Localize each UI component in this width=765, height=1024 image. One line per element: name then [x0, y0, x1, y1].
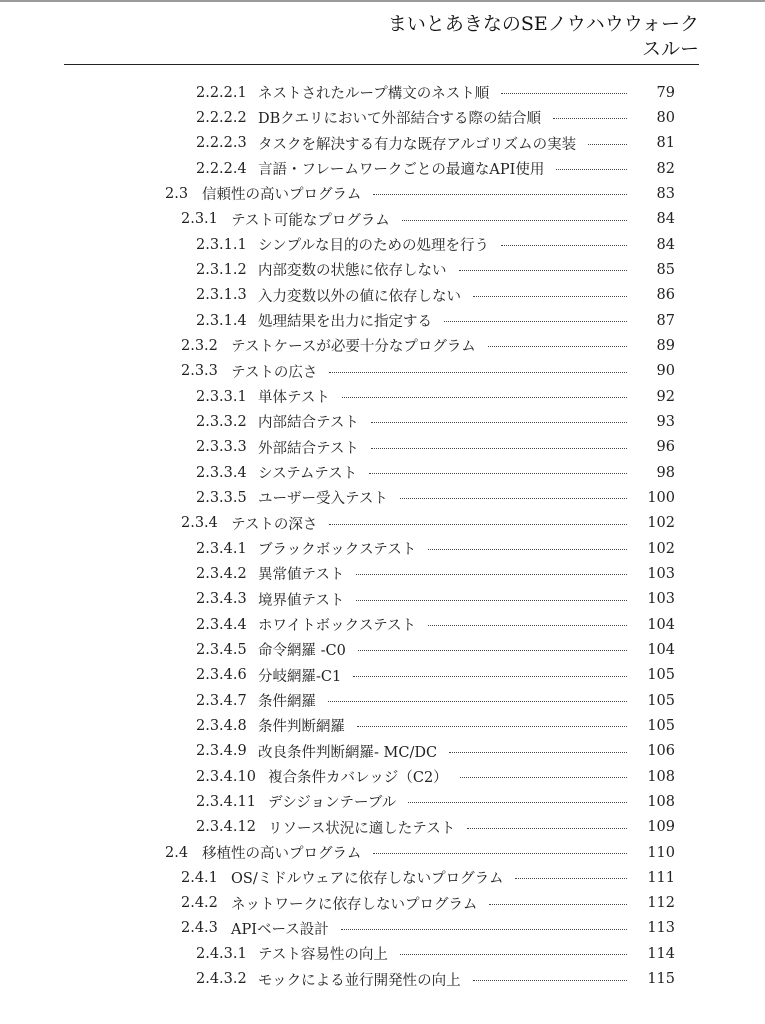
toc-dot-leader [373, 194, 627, 195]
toc-entry-number: 2.3.3.3 [196, 439, 247, 456]
toc-entry-number: 2.3.4.10 [196, 768, 256, 785]
toc-dot-leader [357, 726, 627, 727]
running-header [64, 12, 699, 62]
toc-entry-number: 2.3.4.7 [196, 692, 247, 709]
toc-dot-leader [588, 144, 627, 145]
toc-entry-number: 2.4.1 [181, 869, 218, 886]
toc-entry-number: 2.3.1.2 [196, 261, 247, 278]
toc-entry[interactable] [0, 232, 765, 257]
toc-entry-page-number: 84 [656, 236, 675, 253]
toc-entry-number: 2.3.4.5 [196, 641, 247, 658]
toc-entry-number: 2.3.4.8 [196, 717, 247, 734]
toc-entry[interactable] [0, 840, 765, 865]
toc-dot-leader [556, 169, 627, 170]
toc-dot-leader [467, 828, 627, 829]
toc-entry-number: 2.4.2 [181, 895, 218, 912]
toc-entry-title: デシジョンテーブル [268, 795, 397, 812]
toc-entry-title: ブラックボックステスト [258, 542, 417, 559]
toc-entry[interactable] [0, 713, 765, 738]
toc-entry[interactable] [0, 207, 765, 232]
toc-dot-leader [459, 270, 628, 271]
header-divider [64, 64, 699, 65]
toc-entry[interactable] [0, 80, 765, 105]
toc-entry[interactable] [0, 637, 765, 662]
toc-dot-leader [449, 752, 627, 753]
toc-entry-page-number: 90 [656, 363, 675, 380]
toc-entry-title: 入力変数以外の値に依存しない [258, 288, 461, 305]
toc-entry-number: 2.2.2.4 [196, 160, 247, 177]
toc-entry-title: 境界値テスト [258, 592, 345, 609]
toc-entry-title: テスト容易性の向上 [258, 947, 388, 964]
toc-entry-page-number: 105 [647, 717, 675, 734]
toc-entry-page-number: 105 [647, 667, 675, 684]
toc-entry-page-number: 103 [647, 591, 675, 608]
toc-entry-number: 2.3.4.3 [196, 591, 247, 608]
toc-entry-title: 外部結合テスト [258, 440, 359, 457]
toc-entry-title: テストケースが必要十分なプログラム [231, 339, 476, 356]
toc-entry[interactable] [0, 308, 765, 333]
toc-entry[interactable] [0, 460, 765, 485]
toc-dot-leader [501, 245, 627, 246]
toc-entry-title: ネットワークに依存しないプログラム [231, 896, 478, 913]
toc-dot-leader [329, 372, 627, 373]
toc-entry[interactable] [0, 966, 765, 991]
toc-entry-title: 単体テスト [258, 390, 330, 407]
toc-entry-title: 異常値テスト [258, 567, 345, 584]
toc-entry-page-number: 108 [647, 793, 675, 810]
toc-entry-number: 2.2.2.2 [196, 109, 247, 126]
toc-entry-page-number: 108 [647, 768, 675, 785]
toc-entry[interactable] [0, 181, 765, 206]
toc-entry-page-number: 105 [647, 692, 675, 709]
toc-entry-page-number: 112 [647, 895, 675, 912]
toc-entry[interactable] [0, 105, 765, 130]
toc-entry-number: 2.2.2.3 [196, 135, 247, 152]
toc-entry-page-number: 87 [656, 312, 675, 329]
toc-dot-leader [341, 929, 627, 930]
toc-entry[interactable] [0, 764, 765, 789]
toc-entry-page-number: 103 [647, 565, 675, 582]
page-top-border [0, 0, 765, 2]
toc-dot-leader [358, 650, 627, 651]
toc-entry-page-number: 114 [647, 945, 675, 962]
toc-entry-title: DBクエリにおいて外部結合する際の結合順 [258, 111, 541, 128]
toc-entry-page-number: 100 [647, 489, 675, 506]
toc-entry[interactable] [0, 536, 765, 561]
toc-entry[interactable] [0, 663, 765, 688]
toc-dot-leader [356, 574, 627, 575]
running-header-title-line1: まいとあきなのSEノウハウウォーク [387, 13, 699, 35]
toc-entry-title: 改良条件判断網羅- MC/DC [258, 744, 438, 761]
toc-dot-leader [353, 676, 627, 677]
toc-entry-page-number: 82 [656, 160, 675, 177]
toc-entry-page-number: 86 [656, 287, 675, 304]
toc-dot-leader [460, 777, 627, 778]
toc-dot-leader [473, 980, 627, 981]
toc-entry-number: 2.3.1.1 [196, 236, 247, 253]
toc-entry-title: 命令網羅 -C0 [258, 643, 346, 660]
toc-entry-title: 処理結果を出力に指定する [258, 314, 432, 331]
toc-entry[interactable] [0, 131, 765, 156]
toc-entry[interactable] [0, 359, 765, 384]
toc-entry-number: 2.3.4.1 [196, 540, 247, 557]
toc-entry-number: 2.3 [165, 185, 189, 202]
toc-entry-number: 2.3.4.4 [196, 616, 247, 633]
toc-entry-page-number: 79 [656, 84, 675, 101]
toc-entry[interactable] [0, 587, 765, 612]
toc-entry[interactable] [0, 612, 765, 637]
toc-entry[interactable] [0, 435, 765, 460]
toc-entry-title: 複合条件カバレッジ（C2） [268, 770, 448, 787]
toc-entry[interactable] [0, 333, 765, 358]
toc-dot-leader [408, 802, 627, 803]
toc-entry-number: 2.3.4.2 [196, 565, 247, 582]
toc-entry-page-number: 111 [647, 869, 675, 886]
toc-entry-number: 2.3.4 [181, 515, 218, 532]
toc-entry-number: 2.3.1.4 [196, 312, 247, 329]
toc-entry-number: 2.3.2 [181, 337, 218, 354]
toc-entry-title: 分岐網羅-C1 [258, 668, 342, 685]
toc-dot-leader [400, 954, 627, 955]
toc-entry-title: 条件判断網羅 [258, 719, 345, 736]
toc-dot-leader [501, 93, 627, 94]
toc-entry-number: 2.3.3 [181, 363, 218, 380]
toc-entry-number: 2.4 [165, 844, 189, 861]
toc-entry[interactable] [0, 561, 765, 586]
toc-entry[interactable] [0, 688, 765, 713]
toc-entry-page-number: 110 [647, 844, 675, 861]
toc-dot-leader [402, 220, 627, 221]
toc-entry-page-number: 80 [656, 109, 675, 126]
toc-dot-leader [328, 701, 627, 702]
toc-entry-page-number: 102 [647, 515, 675, 532]
toc-entry[interactable] [0, 257, 765, 282]
toc-dot-leader [488, 346, 627, 347]
toc-entry-page-number: 93 [656, 413, 675, 430]
toc-entry-page-number: 104 [647, 616, 675, 633]
toc-entry-title: ユーザー受入テスト [258, 491, 388, 508]
toc-dot-leader [428, 549, 627, 550]
toc-entry[interactable] [0, 511, 765, 536]
toc-entry-number: 2.3.4.12 [196, 819, 256, 836]
toc-entry-title: 条件網羅 [258, 694, 316, 711]
toc-entry-title: 内部変数の状態に依存しない [258, 263, 447, 280]
toc-entry-number: 2.3.1 [181, 211, 218, 228]
toc-entry[interactable] [0, 891, 765, 916]
toc-dot-leader [373, 853, 627, 854]
toc-dot-leader [400, 498, 627, 499]
toc-dot-leader [371, 448, 627, 449]
running-header-title-line2: スルー [641, 38, 699, 60]
toc-entry-page-number: 104 [647, 641, 675, 658]
toc-entry[interactable] [0, 283, 765, 308]
toc-entry-number: 2.3.3.1 [196, 388, 247, 405]
toc-entry-page-number: 85 [656, 261, 675, 278]
toc-entry-title: 内部結合テスト [258, 415, 359, 432]
toc-entry-number: 2.3.3.2 [196, 413, 247, 430]
table-of-contents [0, 80, 765, 992]
toc-entry-number: 2.3.4.9 [196, 743, 247, 760]
toc-entry-title: ネストされたループ構文のネスト順 [258, 86, 490, 103]
toc-entry-page-number: 106 [647, 743, 675, 760]
toc-entry-number: 2.3.3.4 [196, 464, 247, 481]
toc-dot-leader [342, 397, 627, 398]
toc-entry-number: 2.3.1.3 [196, 287, 247, 304]
toc-entry[interactable] [0, 485, 765, 510]
toc-dot-leader [369, 473, 627, 474]
toc-dot-leader [444, 321, 627, 322]
toc-entry-page-number: 102 [647, 540, 675, 557]
toc-entry-title: テストの深さ [231, 516, 318, 533]
toc-entry-number: 2.3.4.6 [196, 667, 247, 684]
toc-entry-title: 信頼性の高いプログラム [202, 187, 362, 204]
toc-dot-leader [329, 524, 627, 525]
toc-entry-number: 2.2.2.1 [196, 84, 247, 101]
toc-entry-title: リソース状況に適したテスト [268, 820, 456, 837]
toc-entry-number: 2.4.3.2 [196, 971, 247, 988]
toc-entry-page-number: 98 [656, 464, 675, 481]
toc-entry-page-number: 81 [656, 135, 675, 152]
toc-entry-page-number: 96 [656, 439, 675, 456]
toc-entry-title: OS/ミドルウェアに依存しないプログラム [231, 871, 504, 888]
toc-entry-title: システムテスト [258, 466, 358, 483]
toc-entry-number: 2.3.3.5 [196, 489, 247, 506]
toc-entry[interactable] [0, 739, 765, 764]
toc-entry-page-number: 92 [656, 388, 675, 405]
toc-entry[interactable] [0, 865, 765, 890]
toc-entry-page-number: 83 [656, 185, 675, 202]
toc-entry-number: 2.3.4.11 [196, 793, 256, 810]
toc-entry-title: テストの広さ [231, 364, 318, 381]
toc-entry-page-number: 89 [656, 337, 675, 354]
toc-dot-leader [371, 422, 627, 423]
toc-entry-title: タスクを解決する有力な既存アルゴリズムの実装 [258, 136, 577, 153]
toc-entry-title: APIベース設計 [231, 921, 329, 938]
toc-entry-title: 移植性の高いプログラム [202, 846, 362, 862]
toc-entry-title: ホワイトボックステスト [258, 618, 417, 635]
toc-entry-page-number: 84 [656, 211, 675, 228]
toc-entry[interactable] [0, 789, 765, 814]
toc-dot-leader [428, 625, 627, 626]
toc-entry-page-number: 109 [647, 819, 675, 836]
toc-dot-leader [489, 904, 627, 905]
toc-entry[interactable] [0, 916, 765, 941]
toc-dot-leader [553, 118, 627, 119]
toc-entry[interactable] [0, 815, 765, 840]
toc-entry-page-number: 113 [647, 920, 675, 937]
toc-entry-title: テスト可能なプログラム [231, 212, 390, 229]
toc-dot-leader [356, 600, 627, 601]
toc-entry-title: 言語・フレームワークごとの最適なAPI使用 [258, 162, 545, 179]
toc-entry[interactable] [0, 384, 765, 409]
toc-entry-page-number: 115 [647, 971, 675, 988]
toc-entry[interactable] [0, 941, 765, 966]
toc-entry[interactable] [0, 156, 765, 181]
toc-entry-number: 2.4.3.1 [196, 945, 247, 962]
toc-entry-title: シンプルな目的のための処理を行う [258, 238, 490, 255]
toc-entry-title: モックによる並行開発性の向上 [258, 972, 461, 989]
toc-dot-leader [473, 296, 627, 297]
toc-dot-leader [515, 878, 627, 879]
toc-entry-number: 2.4.3 [181, 920, 218, 937]
toc-entry[interactable] [0, 409, 765, 434]
